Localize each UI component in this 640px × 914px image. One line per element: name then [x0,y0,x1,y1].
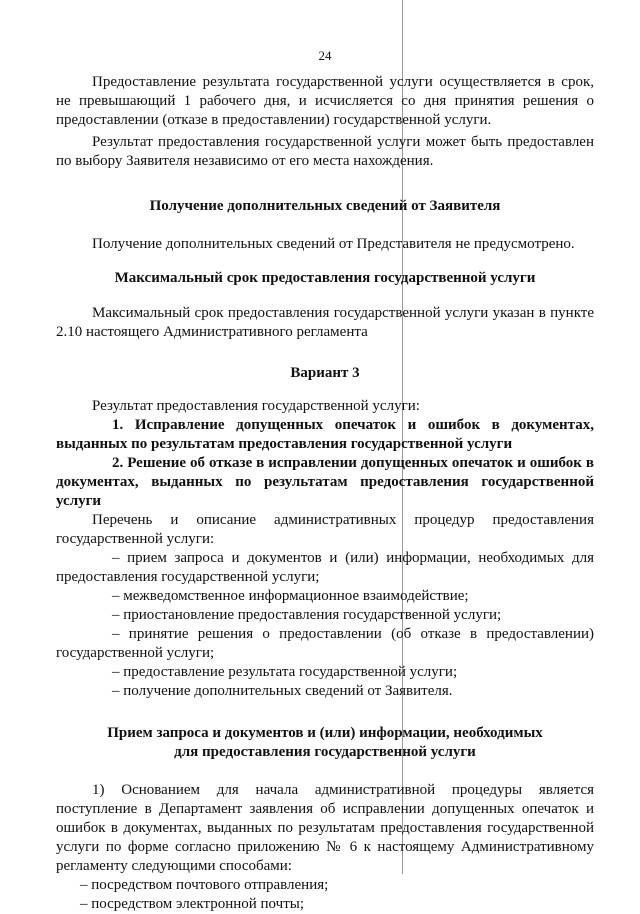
section-heading: Прием запроса и документов и (или) информации, необходимых для предоставления государственной услуги [107,725,543,760]
paragraph: Результат предоставления государственной услуги: [92,398,420,414]
list-item: – предоставление результата государственной услуги; [112,664,458,680]
section-heading: Получение дополнительных сведений от Заявителя [149,198,501,214]
list-item: – посредством почтового отправления; [80,877,329,893]
paragraph: Предоставление результата государственной услуги осуществляется в срок, не превышающий 1 рабочего дня, и исчисляется со дня принятия решения о предоставлении (отказе в предоставлении) государственной услуги. [56,74,594,128]
list-item: – прием запроса и документов и (или) информации, необходимых для предоставления государственной услуги; [56,550,594,585]
list-item: – принятие решения о предоставлении (об отказе в предоставлении) государственной услуги; [56,626,594,661]
document-page [56,0,594,914]
list-item: – приостановление предоставления государственной услуги; [112,607,502,623]
paragraph: 1) Основанием для начала административной процедуры является поступление в Департамент заявления об исправлении допущенных опечаток и ошибок в документах, выданных по результатам предоставления государственной услуги по форме согласно приложению № 6 к настоящему Административному регламенту следующими способами: [56,782,594,874]
variant-heading: Вариант 3 [290,365,360,381]
result-item: 2. Решение об отказе в исправлении допущенных опечаток и ошибок в документах, выданных по результатам предоставления государственной услуги [56,455,594,509]
paragraph: Получение дополнительных сведений от Представителя не предусмотрено. [92,236,575,252]
list-item: – посредством электронной почты; [80,896,305,912]
list-item: – получение дополнительных сведений от Заявителя. [112,683,453,699]
result-item: 1. Исправление допущенных опечаток и ошибок в документах, выданных по результатам предоставления государственной услуги [56,417,594,452]
list-item: – межведомственное информационное взаимодействие; [112,588,469,604]
paragraph: Результат предоставления государственной услуги может быть предоставлен по выбору Заявителя независимо от его места нахождения. [56,134,594,169]
paragraph: Максимальный срок предоставления государственной услуги указан в пункте 2.10 настоящего Административного регламента [56,305,594,340]
page-number: 24 [318,48,332,63]
section-heading: Максимальный срок предоставления государственной услуги [114,270,536,286]
paragraph: Перечень и описание административных процедур предоставления государственной услуги: [56,512,594,547]
